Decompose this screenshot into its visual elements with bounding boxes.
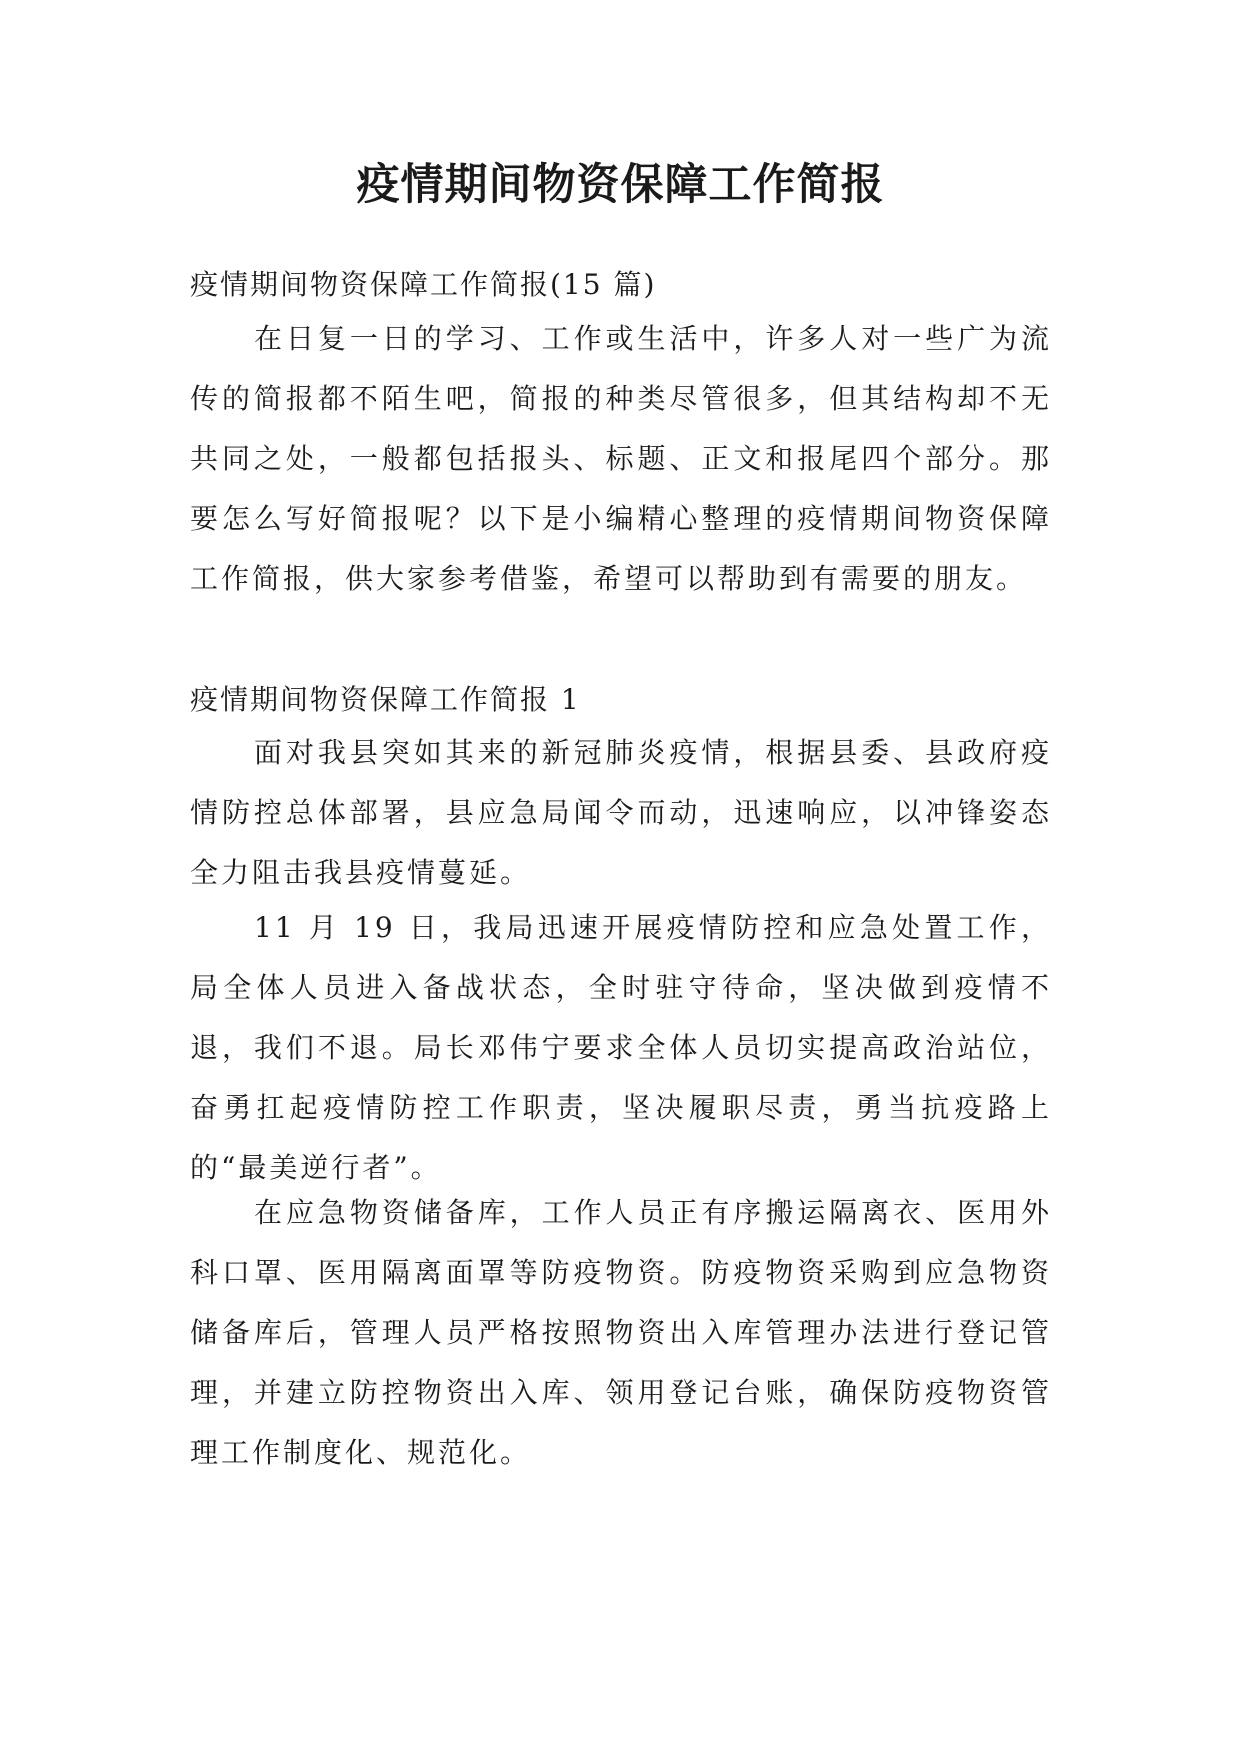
document-subtitle: 疫情期间物资保障工作简报(15 篇)	[190, 268, 657, 301]
body-paragraph-3: 在应急物资储备库，工作人员正有序搬运隔离衣、医用外科口罩、医用隔离面罩等防疫物资。防疫物资采购到应急物资储备库后，管理人员严格按照物资出入库管理办法进行登记管理，并建立防控物资出入库、领用登记台账，确保防疫物资管理工作制度化、规范化。	[190, 1196, 1052, 1469]
section-heading-1: 疫情期间物资保障工作简报 1	[190, 683, 581, 716]
document-title: 疫情期间物资保障工作简报	[356, 160, 885, 210]
intro-paragraph: 在日复一日的学习、工作或生活中，许多人对一些广为流传的简报都不陌生吧，简报的种类尽管很多，但其结构却不无共同之处，一般都包括报头、标题、正文和报尾四个部分。那要怎么写好简报呢？以下是小编精心整理的疫情期间物资保障工作简报，供大家参考借鉴，希望可以帮助到有需要的朋友。	[190, 322, 1052, 595]
body-paragraph-2: 11 月 19 日，我局迅速开展疫情防控和应急处置工作，局全体人员进入备战状态，全时驻守待命，坚决做到疫情不退，我们不退。局长邓伟宁要求全体人员切实提高政治站位，奋勇扛起疫情防控工作职责，坚决履职尽责，勇当抗疫路上的“最美逆行者”。	[190, 911, 1052, 1184]
body-paragraph-1: 面对我县突如其来的新冠肺炎疫情，根据县委、县政府疫情防控总体部署，县应急局闻令而动，迅速响应，以冲锋姿态全力阻击我县疫情蔓延。	[190, 736, 1052, 889]
